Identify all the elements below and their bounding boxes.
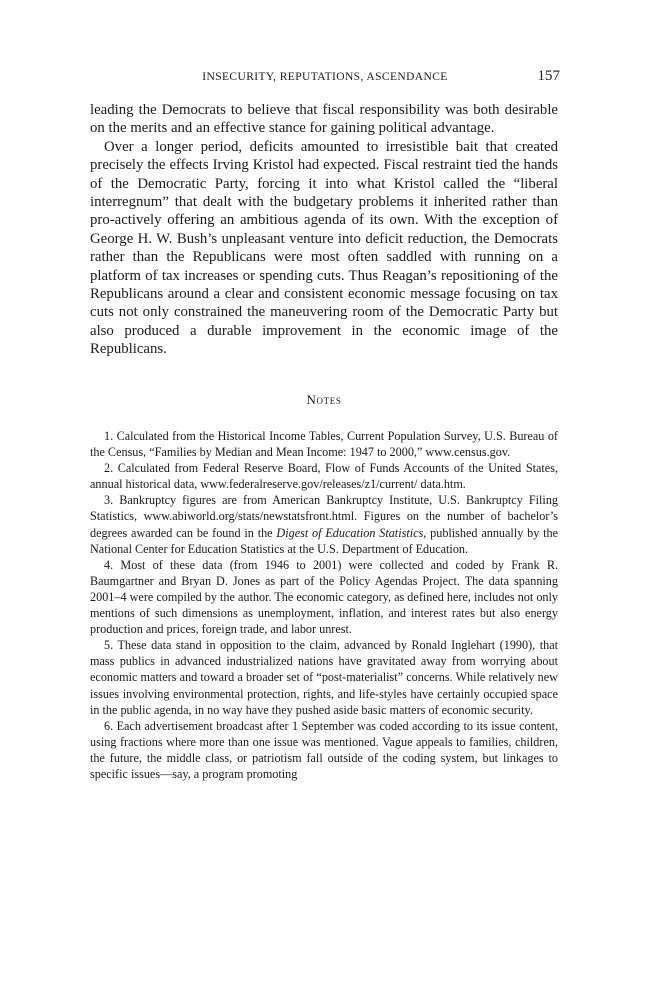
note-item	[90, 492, 558, 556]
body-paragraph: leading the Democrats to believe that fiscal responsibility was both desirable on the merits and an effective stance for gaining political advantage.	[90, 102, 558, 137]
note-number: 3.	[104, 493, 114, 508]
note-text: These data stand in opposition to the claim, advanced by Ronald Inglehart (1990), that mass publics in advanced industrialized nations have gravitated away from worrying about economic matters and toward a broader set of “post-materialist” concerns. While relatively new issues involving environmental protection, rights, and life-styles have certainly occupied space in the public agenda, in no way have they pushed aside basic matters of economic security.	[90, 638, 559, 717]
body-paragraph: Over a longer period, deficits amounted to irresistible bait that created precisely the effects Irving Kristol had expected. Fiscal restraint tied the hands of the Democratic Party, forcing it into what Kristol called the “liberal interregnum” that dealt with the budgetary problems it inherited rather than pro-actively offering an ambitious agenda of its own. With the exception of George H. W. Bush’s unpleasant venture into deficit reduction, the Democrats rather than the Republicans were most often saddled with running on a platform of tax increases or spending cuts. Thus Reagan’s repositioning of the Republicans around a clear and consistent economic message focusing on tax cuts not only constrained the maneuvering room of the Democratic Party but also produced a durable improvement in the economic image of the Republicans.	[90, 138, 558, 358]
note-number: 5.	[104, 638, 114, 653]
note-item	[90, 428, 558, 460]
body-text	[90, 101, 558, 359]
note-item	[90, 460, 558, 492]
note-item	[90, 557, 558, 637]
note-text: Calculated from Federal Reserve Board, Flow of Funds Accounts of the United States, annual historical data, www.federalreserve.gov/releases/z1/current/ data.htm.	[90, 461, 558, 492]
notes-heading: Notes	[306, 392, 342, 407]
note-italic-title: Digest of Education Statistics	[276, 525, 424, 540]
notes-list	[90, 428, 558, 782]
note-text: Calculated from the Historical Income Tables, Current Population Survey, U.S. Bureau of the Census, “Families by Median and Mean Income: 1947 to 2000,” www.census.gov.	[90, 429, 558, 460]
note-text: Each advertisement broadcast after 1 September was coded according to its issue content, using fractions where more than one issue was mentioned. Vague appeals to families, children, the future, the middle class, or patriotism fall outside of the coding system, but linkages to specific issues—say, a program promoting	[90, 718, 559, 781]
note-text: Bankruptcy figures are from American Bankruptcy Institute, U.S. Bankruptcy Filing Statistics, www.abiworld.org/stats/newstatsfront.html. Figures on the number of bachelor’s degrees awarded can be found in the	[90, 493, 559, 540]
page-header	[90, 68, 560, 88]
note-number: 4.	[104, 557, 114, 572]
note-number: 2.	[104, 461, 114, 476]
note-number: 6.	[104, 718, 114, 733]
note-text: , published annually by the National Center for Education Statistics at the U.S. Department of Education.	[90, 525, 558, 556]
note-item	[90, 637, 558, 717]
note-item	[90, 718, 558, 782]
page-number: 157	[537, 68, 560, 84]
note-number: 1.	[104, 429, 114, 443]
note-text: Most of these data (from 1946 to 2001) were collected and coded by Frank R. Baumgartner and Bryan D. Jones as part of the Policy Agendas Project. The data spanning 2001–4 were compiled by the author. The economic category, as defined here, includes not only mentions of such dimensions as unemployment, inflation, and interest rates but also energy production and prices, foreign trade, and labor unrest.	[90, 557, 559, 637]
running-head: INSECURITY, REPUTATIONS, ASCENDANCE	[202, 71, 448, 83]
